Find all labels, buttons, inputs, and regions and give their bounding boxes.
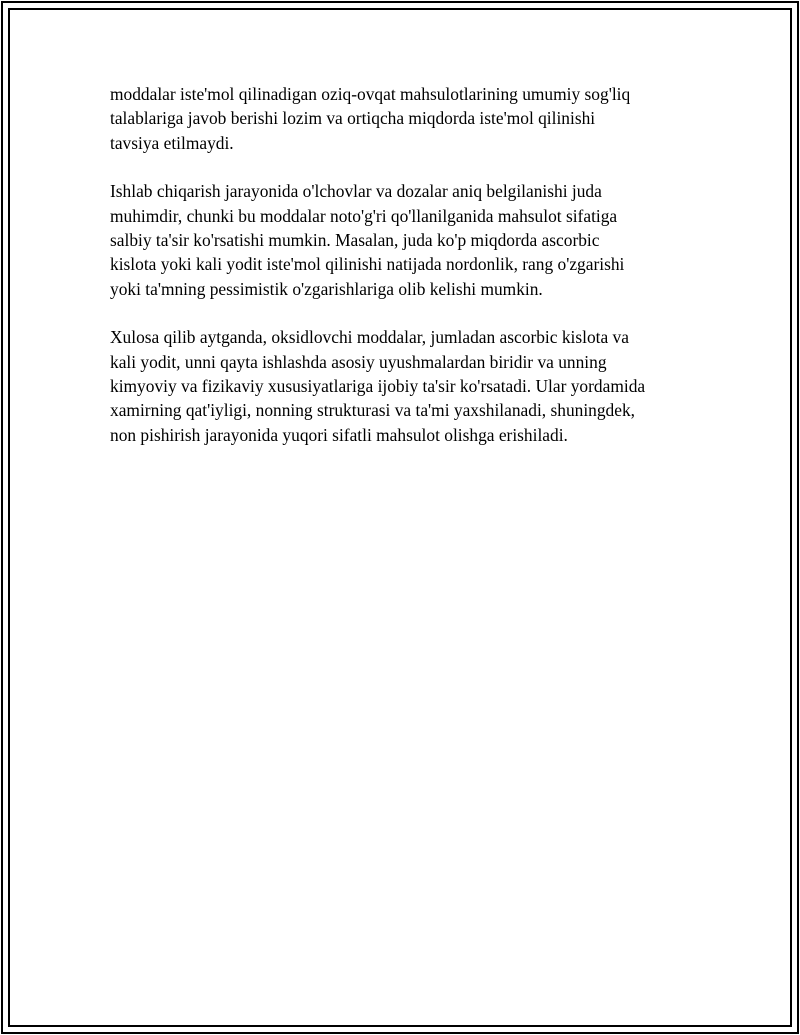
text-line: non pishirish jarayonida yuqori sifatli mahsulot olishga erishiladi. <box>110 424 568 445</box>
text-line: moddalar iste'mol qilinadigan oziq-ovqat mahsulotlarining umumiy sog'liq <box>110 84 631 104</box>
paragraph-1 <box>110 82 690 155</box>
text-line: tavsiya etilmaydi. <box>110 132 234 153</box>
text-line: talablariga javob berishi lozim va ortiqcha miqdorda iste'mol qilinishi <box>110 108 596 129</box>
text-line: muhimdir, chunki bu moddalar noto'g'ri qo'llanilganida mahsulot sifatiga <box>110 205 618 226</box>
text-line: salbiy ta'sir ko'rsatishi mumkin. Masalan, juda ko'p miqdorda ascorbic <box>110 229 600 250</box>
text-line: Xulosa qilib aytganda, oksidlovchi moddalar, jumladan ascorbic kislota va <box>110 327 629 348</box>
text-line: Ishlab chiqarish jarayonida o'lchovlar va dozalar aniq belgilanishi juda <box>110 181 602 202</box>
document-body <box>110 82 690 471</box>
text-line: kali yodit, unni qayta ishlashda asosiy uyushmalardan biridir va unning <box>110 351 607 372</box>
text-line: kimyoviy va fizikaviy xususiyatlariga ijobiy ta'sir ko'rsatadi. Ular yordamida <box>110 375 646 396</box>
paragraph-3 <box>110 325 690 446</box>
text-line: yoki ta'mning pessimistik o'zgarishlariga olib kelishi mumkin. <box>110 278 543 299</box>
text-line: xamirning qat'iyligi, nonning strukturasi va ta'mi yaxshilanadi, shuningdek, <box>110 400 636 421</box>
paragraph-2 <box>110 179 690 300</box>
text-line: kislota yoki kali yodit iste'mol qilinishi natijada nordonlik, rang o'zgarishi <box>110 254 625 275</box>
